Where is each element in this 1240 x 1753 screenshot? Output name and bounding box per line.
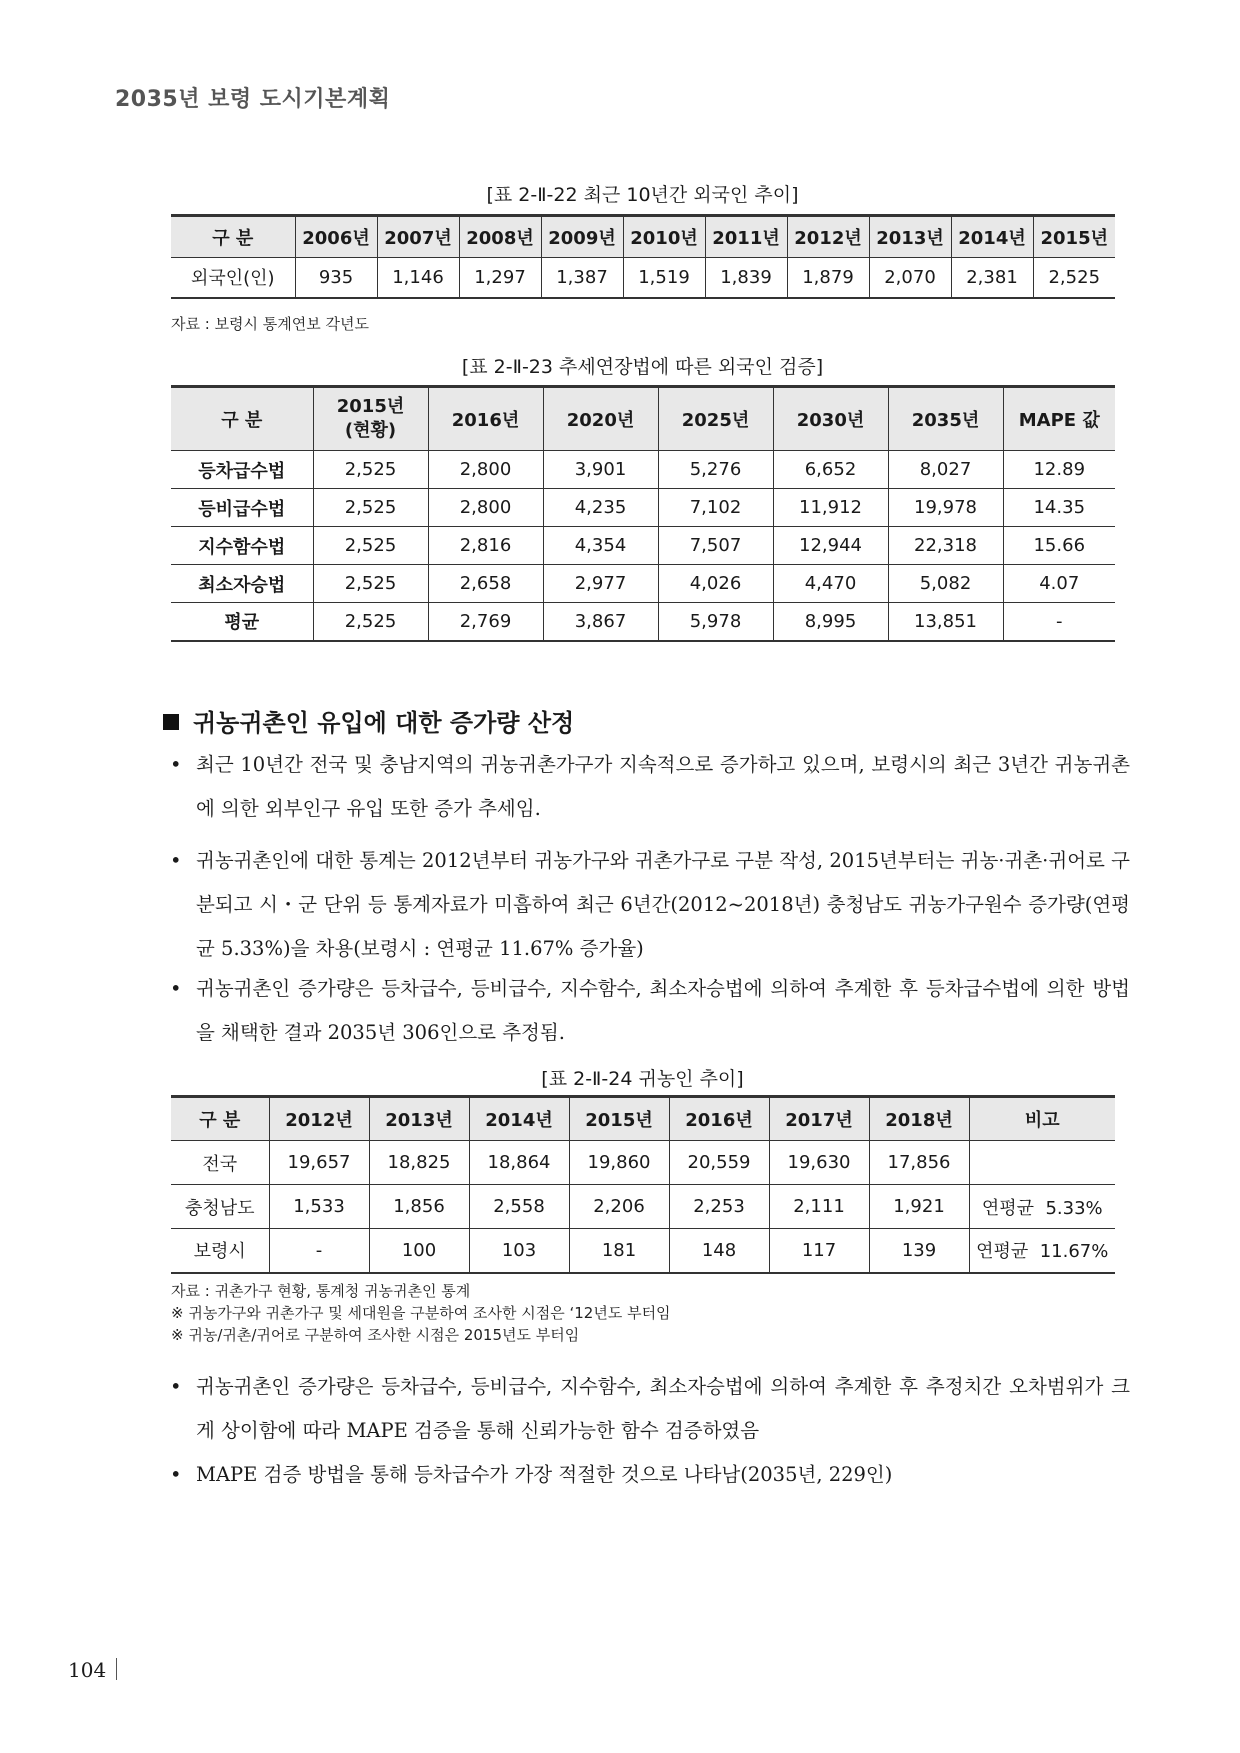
table-22-cell: 1,519 [623,258,705,298]
table-22-header: 2013년 [869,216,951,258]
table-24-cell: 2,206 [569,1185,669,1229]
table-24-header: 2018년 [869,1097,969,1141]
table-23-cell: 2,525 [313,451,428,489]
table-23-cell: 7,507 [658,527,773,565]
table-23-cell: 2,769 [428,603,543,641]
table-24-cell: 181 [569,1229,669,1273]
table-24-cell: 17,856 [869,1141,969,1185]
table-row [171,1229,1115,1273]
table-23-cell: 3,901 [543,451,658,489]
table-24-header: 2017년 [769,1097,869,1141]
table-22-header: 2006년 [295,216,377,258]
table-24-cell: 20,559 [669,1141,769,1185]
table-22-cell: 1,387 [541,258,623,298]
table-row [171,489,1115,527]
table-23-cell: 5,082 [888,565,1003,603]
table-23-cell: 2,658 [428,565,543,603]
table-23-cell: 19,978 [888,489,1003,527]
table-23-header: 2035년 [888,387,1003,451]
table-23-cell: 12,944 [773,527,888,565]
table-24-cell: 19,630 [769,1141,869,1185]
table-22-cell: 외국인(인) [171,258,295,298]
bullet-dot-icon: • [170,1463,182,1486]
table-24-cell: 연평균 11.67% [969,1229,1115,1273]
bullet-text: 최근 10년간 전국 및 충남지역의 귀농귀촌가구가 지속적으로 증가하고 있으며, 보령시의 최근 3년간 귀농귀촌에 의한 외부인구 유입 또한 증가 추세임. [196,753,1130,820]
table-23-cell: 6,652 [773,451,888,489]
table-23-header: 2016년 [428,387,543,451]
bullet-paragraph [170,1453,1130,1497]
table-23-cell: 5,276 [658,451,773,489]
table-24-source [171,1280,671,1346]
table-22-source: 자료 : 보령시 통계연보 각년도 [171,315,370,333]
table-23-cell: 8,995 [773,603,888,641]
table-22-cell: 2,525 [1033,258,1115,298]
page-divider [116,1658,117,1680]
section-title: 귀농귀촌인 유입에 대한 증가량 산정 [193,709,575,737]
table-23-cell: 등비급수법 [171,489,313,527]
table-22-caption: [표 2-Ⅱ-22 최근 10년간 외국인 추이] [486,184,799,206]
table-23-caption: [표 2-Ⅱ-23 추세연장법에 따른 외국인 검증] [461,356,824,378]
table-23-cell: 4,354 [543,527,658,565]
table-24-cell: 18,825 [369,1141,469,1185]
bullet-paragraph [170,839,1130,971]
table-row [171,527,1115,565]
table-24-cell: 전국 [171,1141,269,1185]
table-23-cell: 4,235 [543,489,658,527]
table-23-cell: 지수함수법 [171,527,313,565]
table-24-header: 비고 [969,1097,1115,1141]
table-23-header: 2025년 [658,387,773,451]
source-line: 자료 : 귀촌가구 현황, 통계청 귀농귀촌인 통계 [171,1282,471,1300]
table-22-cell: 1,839 [705,258,787,298]
table-23-cell: 3,867 [543,603,658,641]
table-row [171,258,1115,298]
bullet-text: MAPE 검증 방법을 통해 등차급수가 가장 적절한 것으로 나타남(2035년, 229인) [196,1463,893,1486]
table-23-cell: 22,318 [888,527,1003,565]
table-22-header: 2015년 [1033,216,1115,258]
table-24-cell: 148 [669,1229,769,1273]
table-22-cell: 2,381 [951,258,1033,298]
table-24-header: 2016년 [669,1097,769,1141]
table-row [171,1141,1115,1185]
table-24-cell: 19,657 [269,1141,369,1185]
table-23-cell: 4,470 [773,565,888,603]
table-23-cell: 8,027 [888,451,1003,489]
table-23-header: MAPE 값 [1003,387,1115,451]
table-24-cell: 보령시 [171,1229,269,1273]
table-22-header: 2007년 [377,216,459,258]
bullet-dot-icon: • [170,977,182,1000]
table-23-header: 2015년 (현황) [313,387,428,451]
table-24-cell: 100 [369,1229,469,1273]
table-22-cell: 2,070 [869,258,951,298]
table-24-cell: 2,111 [769,1185,869,1229]
table-24-header: 구 분 [171,1097,269,1141]
table-24-cell: 1,533 [269,1185,369,1229]
table-24-cell: 2,558 [469,1185,569,1229]
table-24-cell: 2,253 [669,1185,769,1229]
table-23-cell: 7,102 [658,489,773,527]
table-23-cell: 13,851 [888,603,1003,641]
table-24-cell [969,1141,1115,1185]
table-24-header: 2012년 [269,1097,369,1141]
table-22-header: 2011년 [705,216,787,258]
table-23-header: 구 분 [171,387,313,451]
note-line: ※ 귀농가구와 귀촌가구 및 세대원을 구분하여 조사한 시점은 ‘12년도 부터임 [171,1304,671,1322]
table-24-cell: 19,860 [569,1141,669,1185]
note-line: ※ 귀농/귀촌/귀어로 구분하여 조사한 시점은 2015년도 부터임 [171,1326,580,1344]
table-23-cell: 평균 [171,603,313,641]
table-22-cell: 1,879 [787,258,869,298]
table-23-cell: 2,800 [428,489,543,527]
table-row [171,603,1115,641]
table-23-cell: 2,525 [313,527,428,565]
table-23-header: 2020년 [543,387,658,451]
bullet-dot-icon: • [170,849,182,872]
table-24-caption: [표 2-Ⅱ-24 귀농인 추이] [541,1068,744,1090]
table-23-cell: 등차급수법 [171,451,313,489]
table-23-cell: 14.35 [1003,489,1115,527]
table-23-cell: 최소자승법 [171,565,313,603]
table-22-header: 2010년 [623,216,705,258]
table-24-header: 2014년 [469,1097,569,1141]
table-24 [171,1095,1115,1274]
table-23 [171,385,1115,642]
table-23-cell: 2,800 [428,451,543,489]
table-23-cell: - [1003,603,1115,641]
square-bullet-icon [163,714,179,730]
table-23-cell: 2,525 [313,489,428,527]
table-23-cell: 5,978 [658,603,773,641]
table-22-cell: 1,146 [377,258,459,298]
table-23-cell: 15.66 [1003,527,1115,565]
table-24-cell: 103 [469,1229,569,1273]
table-23-cell: 11,912 [773,489,888,527]
bullet-text: 귀농귀촌인에 대한 통계는 2012년부터 귀농가구와 귀촌가구로 구분 작성, 2015년부터는 귀농·귀촌·귀어로 구분되고 시・군 단위 등 통계자료가 미흡하여 최근 6년간(2012~2018년) 충청남도 귀농가구원수 증가량(연평균 5.33%)을 차용(보령시 : 연평균 11.67% 증가율) [196,849,1130,960]
bullet-dot-icon: • [170,753,182,776]
table-22-cell: 1,297 [459,258,541,298]
bullet-text: 귀농귀촌인 증가량은 등차급수, 등비급수, 지수함수, 최소자승법에 의하여 추계한 후 등차급수법에 의한 방법을 채택한 결과 2035년 306인으로 추정됨. [196,977,1130,1044]
table-23-cell: 2,525 [313,565,428,603]
table-24-cell: 18,864 [469,1141,569,1185]
table-row [171,1185,1115,1229]
table-22-cell: 935 [295,258,377,298]
table-24-cell: 117 [769,1229,869,1273]
table-23-cell: 2,525 [313,603,428,641]
table-24-cell: 연평균 5.33% [969,1185,1115,1229]
page-number [68,1658,117,1682]
table-24-cell: 1,856 [369,1185,469,1229]
table-23-header: 2030년 [773,387,888,451]
table-24-header: 2013년 [369,1097,469,1141]
table-23-cell: 2,816 [428,527,543,565]
bullet-text: 귀농귀촌인 증가량은 등차급수, 등비급수, 지수함수, 최소자승법에 의하여 추계한 후 추정치간 오차범위가 크게 상이함에 따라 MAPE 검증을 통해 신뢰가능한 함수 검증하였음 [196,1375,1130,1442]
table-22-header: 2008년 [459,216,541,258]
table-row [171,565,1115,603]
bullet-paragraph [170,967,1130,1055]
section-heading [163,703,574,738]
table-22 [171,214,1115,299]
table-23-cell: 4.07 [1003,565,1115,603]
table-22-header: 2009년 [541,216,623,258]
table-23-cell: 4,026 [658,565,773,603]
table-23-cell: 12.89 [1003,451,1115,489]
page-number-text: 104 [68,1658,107,1682]
document-header: 2035년 보령 도시기본계획 [115,87,391,112]
table-24-header: 2015년 [569,1097,669,1141]
bullet-paragraph [170,1365,1130,1453]
bullet-paragraph [170,743,1130,831]
table-22-header: 2012년 [787,216,869,258]
table-24-cell: 1,921 [869,1185,969,1229]
table-24-cell: - [269,1229,369,1273]
table-24-cell: 충청남도 [171,1185,269,1229]
table-23-cell: 2,977 [543,565,658,603]
bullet-dot-icon: • [170,1375,182,1398]
table-22-header: 2014년 [951,216,1033,258]
table-24-cell: 139 [869,1229,969,1273]
table-22-header: 구 분 [171,216,295,258]
table-row [171,451,1115,489]
